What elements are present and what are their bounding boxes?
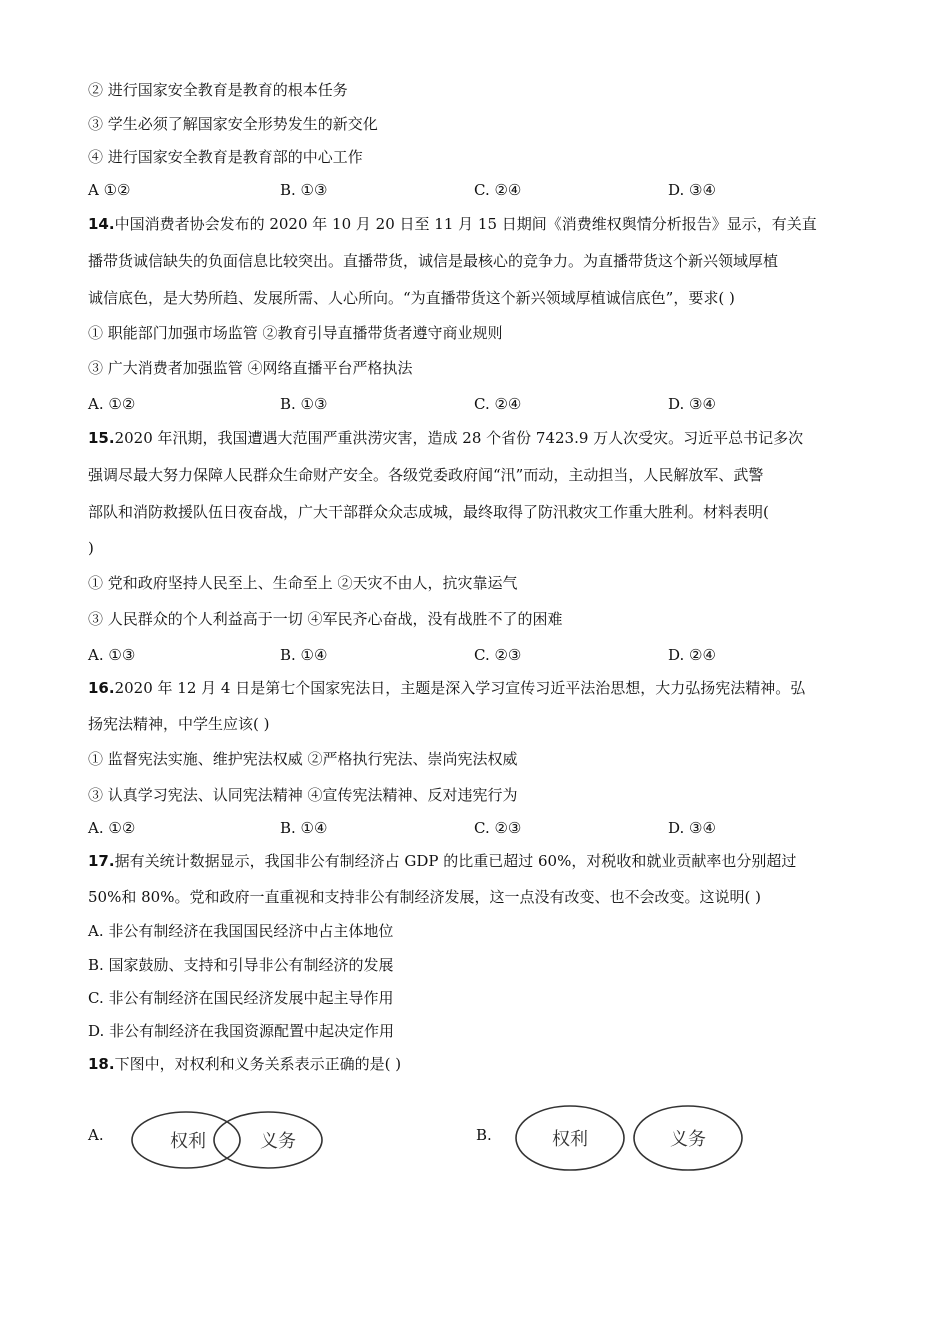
q15-option-c: C. ②③ xyxy=(474,646,522,664)
q16-number: 16. xyxy=(88,679,115,697)
q14-stem-line-1: 14.中国消费者协会发布的 2020 年 10 月 20 日至 11 月 15 日期间《消费维权舆情分析报告》显示，有关直 xyxy=(88,215,817,233)
q18-option-a-label: A. xyxy=(88,1126,104,1144)
q13-option-d: D. ③④ xyxy=(668,181,716,199)
q15-stem-line-3: 部队和消防救援队伍日夜奋战，广大干部群众众志成城，最终取得了防汛救灾工作重大胜利。材料表明( xyxy=(88,503,769,521)
q13-options xyxy=(88,180,868,200)
q18-number: 18. xyxy=(88,1055,115,1073)
q16-options xyxy=(88,818,868,838)
q13-option-a: A ①② xyxy=(88,181,131,199)
q14-options xyxy=(88,394,868,414)
q14-option-c: C. ②④ xyxy=(474,395,522,413)
q15-stem-line-2: 强调尽最大努力保障人民群众生命财产安全。各级党委政府闻“汛”而动，主动担当，人民解放军、武警 xyxy=(88,466,764,484)
q14-number: 14. xyxy=(88,215,115,233)
q15-option-a: A. ①③ xyxy=(88,646,136,664)
q17-stem-line-2: 50%和 80%。党和政府一直重视和支持非公有制经济发展，这一点没有改变、也不会改变。这说明( ) xyxy=(88,888,761,906)
q16-stem-line-2: 扬宪法精神，中学生应该( ) xyxy=(88,715,270,733)
q16-option-b: B. ①④ xyxy=(280,819,328,837)
q18-option-b-label: B. xyxy=(476,1126,492,1144)
q15-number: 15. xyxy=(88,429,115,447)
q16-statements-12: ① 监督宪法实施、维护宪法权威 ②严格执行宪法、崇尚宪法权威 xyxy=(88,750,518,768)
q16-option-a: A. ①② xyxy=(88,819,136,837)
q17-option-b: B. 国家鼓励、支持和引导非公有制经济的发展 xyxy=(88,956,394,974)
q14-option-a: A. ①② xyxy=(88,395,136,413)
q16-option-d: D. ③④ xyxy=(668,819,716,837)
q13-statement-4: ④ 进行国家安全教育是教育部的中心工作 xyxy=(88,148,363,166)
q14-stem-line-2: 播带货诚信缺失的负面信息比较突出。直播带货，诚信是最核心的竞争力。为直播带货这个新兴领域厚植 xyxy=(88,252,779,270)
q15-stem-line-1: 15.2020 年汛期，我国遭遇大范围严重洪涝灾害，造成 28 个省份 7423.9 万人次受灾。习近平总书记多次 xyxy=(88,429,804,447)
q15-options xyxy=(88,645,868,665)
q17-number: 17. xyxy=(88,852,115,870)
q13-statement-2: ② 进行国家安全教育是教育的根本任务 xyxy=(88,81,348,99)
q15-statements-12: ① 党和政府坚持人民至上、生命至上 ②天灾不由人，抗灾靠运气 xyxy=(88,574,518,592)
q17-option-d: D. 非公有制经济在我国资源配置中起决定作用 xyxy=(88,1022,395,1040)
duties-text-b: 义务 xyxy=(670,1129,706,1150)
rights-text-a: 权利 xyxy=(170,1131,206,1152)
q17-stem-line-1: 17.据有关统计数据显示，我国非公有制经济占 GDP 的比重已超过 60%，对税收和就业贡献率也分别超过 xyxy=(88,852,797,870)
q14-statements-12: ① 职能部门加强市场监管 ②教育引导直播带货者遵守商业规则 xyxy=(88,324,503,342)
q15-option-d: D. ②④ xyxy=(668,646,716,664)
q15-option-b: B. ①④ xyxy=(280,646,328,664)
q18-diagram-b-separate-ellipses xyxy=(512,1102,748,1174)
rights-text-b: 权利 xyxy=(552,1129,588,1150)
q14-stem-line-3: 诚信底色，是大势所趋、发展所需、人心所向。“为直播带货这个新兴领域厚植诚信底色”，要求( ) xyxy=(88,289,735,307)
q14-option-b: B. ①③ xyxy=(280,395,328,413)
q16-statements-34: ③ 认真学习宪法、认同宪法精神 ④宣传宪法精神、反对违宪行为 xyxy=(88,786,518,804)
q13-statement-3: ③ 学生必须了解国家安全形势发生的新交化 xyxy=(88,115,378,133)
q14-statements-34: ③ 广大消费者加强监管 ④网络直播平台严格执法 xyxy=(88,359,413,377)
q17-option-c: C. 非公有制经济在国民经济发展中起主导作用 xyxy=(88,989,394,1007)
q14-option-d: D. ③④ xyxy=(668,395,716,413)
q16-stem-line-1: 16.2020 年 12 月 4 日是第七个国家宪法日，主题是深入学习宣传习近平法治思想，大力弘扬宪法精神。弘 xyxy=(88,679,806,697)
q15-statements-34: ③ 人民群众的个人利益高于一切 ④军民齐心奋战，没有战胜不了的困难 xyxy=(88,610,563,628)
q18-stem: 18.下图中，对权利和义务关系表示正确的是( ) xyxy=(88,1055,402,1073)
q18-diagram-a-overlapping-ellipses xyxy=(128,1108,328,1172)
duties-text-a: 义务 xyxy=(260,1131,296,1152)
q16-option-c: C. ②③ xyxy=(474,819,522,837)
q17-option-a: A. 非公有制经济在我国国民经济中占主体地位 xyxy=(88,922,394,940)
q15-stem-line-4: ) xyxy=(88,539,94,557)
q13-option-b: B. ①③ xyxy=(280,181,328,199)
q13-option-c: C. ②④ xyxy=(474,181,522,199)
